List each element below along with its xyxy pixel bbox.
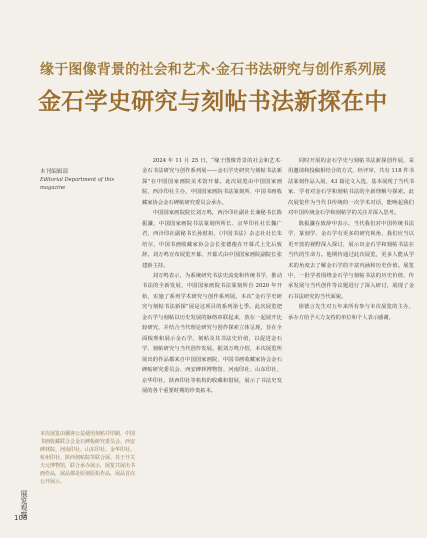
- paragraph: 中国国家画院院长刘万鸣，西泠印社副社长兼秘书长陈振濂，中国国家画院书法篆刻所所长、京华印社社长魏广君，西泠印社副秘书长孙慰祖，《中国书法》杂志社社长朱培尔，中国书画收藏家协会会长张德俊在开幕式上先后致辞。刘万鸣宣布展览开幕。开幕式由中国国家画院副院长张建新主持。: [142, 210, 282, 269]
- byline-org-cn: 本刊编辑部: [40, 169, 68, 175]
- section-tag: 展览观察: [20, 490, 28, 518]
- body-column-2: [288, 156, 414, 536]
- byline: [40, 168, 135, 192]
- series-kicker: 缘于图像背景的社会和艺术·金石书法研究与创作系列展: [40, 62, 387, 78]
- paragraph: 同时开展的金石学史与刻帖书法新探创作展，采用邀请和投稿相结合的方式，经评审，共有 118 件书法篆刻作品入展，43 篇论文入选，基本展现了当代书家、学者对金石学和刻帖书法的全新理解与探索。此次展览作为当代书传统的一次学术对话，能唤起我们对中国传统金石学和刻帖学的关注并深入思考。: [288, 158, 414, 217]
- page-number: 108: [14, 514, 28, 522]
- byline-org-en-line2: magazine: [40, 185, 66, 191]
- sidenote: 本次展览由播客公益使用刻帖并印刷、中国书画收藏联合会金石碑板研究委员会、西安碑林院、河南印社、山东印社、金华印社、杭州印社、陕西刻帖院等联合展、苏于开关天元博物馆，联合承办展示，展览共展出书画作品，展品都是原刻原拓作品，展品首次公开展示。: [40, 431, 136, 485]
- paragraph: 陈振濂在致辞中表示，当代我们对中国传统书法学、篆刻学、金石学有更多的研究视角，我们应当以更开放的视野深入探讨，展示出金石学和刻帖书法在当代的生命力。他期待通过此次展览，更多人能从学术的角度去了解金石学的丰富内涵和历史价值。展览中，一批学者围绕金石学与刻帖书法的历史价值、传承发展与当代创作等议题进行了深入研讨，展现了金石书法研究的当代面貌。: [288, 220, 414, 300]
- byline-org-en-line1: Editorial Department of this: [40, 177, 115, 183]
- body-column-1: [142, 156, 282, 536]
- article-title: 金石学史研究与刻帖书法新探在中: [38, 88, 388, 115]
- paragraph: 刘万鸣表示，为系统研究书法史流变和传统书学，推动书法的全新发展，中国国家画院书法篆刻所自 2020 年开始，实施了系列学术研究与创作系列展。本次“金石学史研究与刻帖书法新探”展是这项目的系列第七季。此次展览把金石学与刻帖以历史发展的脉络串联起来，放在一起展开比较研究，并结合当代理论研究与创作探索立体呈现，旨在全面梳理和展示金石学、刻帖及其书法史价值，以促进金石学、刻帖研究与当代创作发展。据刘万鸣介绍，本次展览所展出的作品都来自中国国家画院、中国书画收藏家协会金石碑帖研究委员会、西安碑林博物馆、河南印社、山东印社、京华印社、陕西印社等机构的收藏和借展，展示了书法史发展的各个重要时期的珍贵拓本。: [142, 272, 282, 394]
- paragraph: 2024 年 11 月 25 日，“缘于图像背景的社会和艺术·金石书法研究与创作系列展——金石学史研究与刻帖书法新探”在中国国家画院美术馆开幕。此次展览由中国国家画院、西泠印社主办，中国国家画院书法篆刻所、中国书画收藏家协会金石碑帖研究委员会承办。: [142, 158, 282, 206]
- paragraph: 徐德言先生对五年来所有参与本次展览的主办、承办方给予大力支持的单位和个人表示感谢。: [288, 304, 414, 321]
